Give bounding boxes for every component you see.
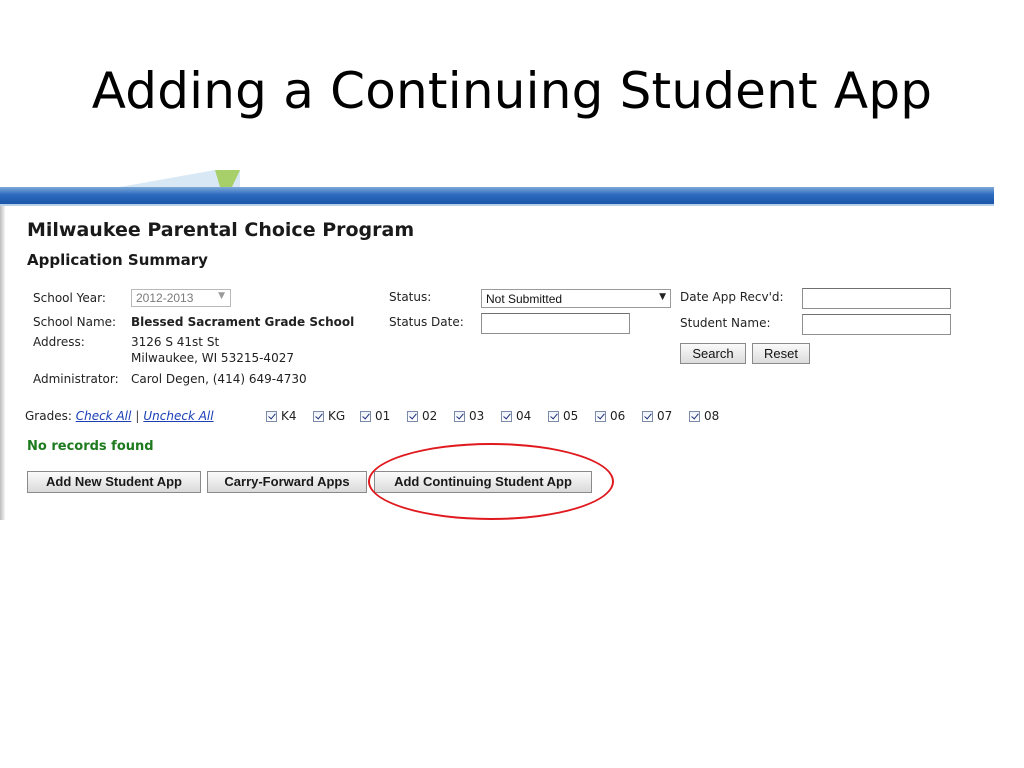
date-recvd-input[interactable] xyxy=(802,288,951,309)
school-name-label: School Name: xyxy=(33,315,117,329)
checkbox-checked-icon xyxy=(454,411,465,422)
search-button[interactable]: Search xyxy=(680,343,746,364)
student-name-label: Student Name: xyxy=(680,316,771,330)
grade-checkbox-k4[interactable] xyxy=(266,409,297,423)
date-recvd-label: Date App Recv'd: xyxy=(680,290,784,304)
status-value: Not Submitted xyxy=(486,292,563,306)
grade-label: 01 xyxy=(375,409,391,423)
checkbox-checked-icon xyxy=(266,411,277,422)
header-bar-shadow xyxy=(0,204,994,206)
address-line-1: 3126 S 41st St xyxy=(131,335,220,349)
add-new-student-app-button[interactable]: Add New Student App xyxy=(27,471,201,493)
grade-checkbox-kg[interactable] xyxy=(313,409,345,423)
address-line-2: Milwaukee, WI 53215-4027 xyxy=(131,351,294,365)
grade-label: 04 xyxy=(516,409,532,423)
window-edge xyxy=(0,198,5,520)
checkbox-checked-icon xyxy=(360,411,371,422)
grade-checkbox-08[interactable] xyxy=(689,409,719,423)
grade-label: 02 xyxy=(422,409,438,423)
checkbox-checked-icon xyxy=(313,411,324,422)
grade-checkbox-07[interactable] xyxy=(642,409,672,423)
checkbox-checked-icon xyxy=(595,411,606,422)
administrator-label: Administrator: xyxy=(33,372,119,386)
grade-label: 05 xyxy=(563,409,579,423)
grade-checkbox-05[interactable] xyxy=(548,409,578,423)
grades-filter xyxy=(25,409,214,423)
school-year-value: 2012-2013 xyxy=(136,291,194,305)
grade-label: 08 xyxy=(704,409,720,423)
checkbox-checked-icon xyxy=(407,411,418,422)
checkbox-checked-icon xyxy=(548,411,559,422)
status-date-input[interactable] xyxy=(481,313,630,334)
slide-title: Adding a Continuing Student App xyxy=(91,62,933,120)
grade-checkbox-01[interactable] xyxy=(360,409,390,423)
add-continuing-student-app-button[interactable]: Add Continuing Student App xyxy=(374,471,592,493)
grade-label: 07 xyxy=(657,409,673,423)
grade-checkbox-03[interactable] xyxy=(454,409,484,423)
grades-separator: | xyxy=(135,409,140,423)
school-year-select[interactable] xyxy=(131,289,231,307)
highlight-ellipse xyxy=(368,443,614,520)
grade-checkbox-06[interactable] xyxy=(595,409,625,423)
checkbox-checked-icon xyxy=(642,411,653,422)
grade-checkbox-02[interactable] xyxy=(407,409,437,423)
grade-label: KG xyxy=(328,409,346,423)
school-year-label: School Year: xyxy=(33,291,106,305)
status-date-label: Status Date: xyxy=(389,315,464,329)
school-name-value: Blessed Sacrament Grade School xyxy=(131,315,355,329)
chevron-down-icon: ▼ xyxy=(659,292,666,302)
carry-forward-apps-button[interactable]: Carry-Forward Apps xyxy=(207,471,367,493)
chevron-down-icon: ▼ xyxy=(218,291,225,301)
checkbox-checked-icon xyxy=(501,411,512,422)
check-all-link[interactable]: Check All xyxy=(75,409,132,423)
status-select[interactable] xyxy=(481,289,671,308)
page-heading: Application Summary xyxy=(27,251,208,269)
header-decoration xyxy=(120,170,240,188)
reset-button[interactable]: Reset xyxy=(752,343,810,364)
header-bar xyxy=(0,187,994,204)
grade-label: K4 xyxy=(281,409,297,423)
grades-label: Grades: xyxy=(25,409,72,423)
student-name-input[interactable] xyxy=(802,314,951,335)
app-title: Milwaukee Parental Choice Program xyxy=(27,219,415,241)
uncheck-all-link[interactable]: Uncheck All xyxy=(143,409,214,423)
address-label: Address: xyxy=(33,335,85,349)
checkbox-checked-icon xyxy=(689,411,700,422)
grade-label: 06 xyxy=(610,409,626,423)
grade-checkbox-04[interactable] xyxy=(501,409,531,423)
status-label: Status: xyxy=(389,290,432,304)
grade-label: 03 xyxy=(469,409,485,423)
no-records-message: No records found xyxy=(27,439,154,454)
administrator-value: Carol Degen, (414) 649-4730 xyxy=(131,372,307,386)
